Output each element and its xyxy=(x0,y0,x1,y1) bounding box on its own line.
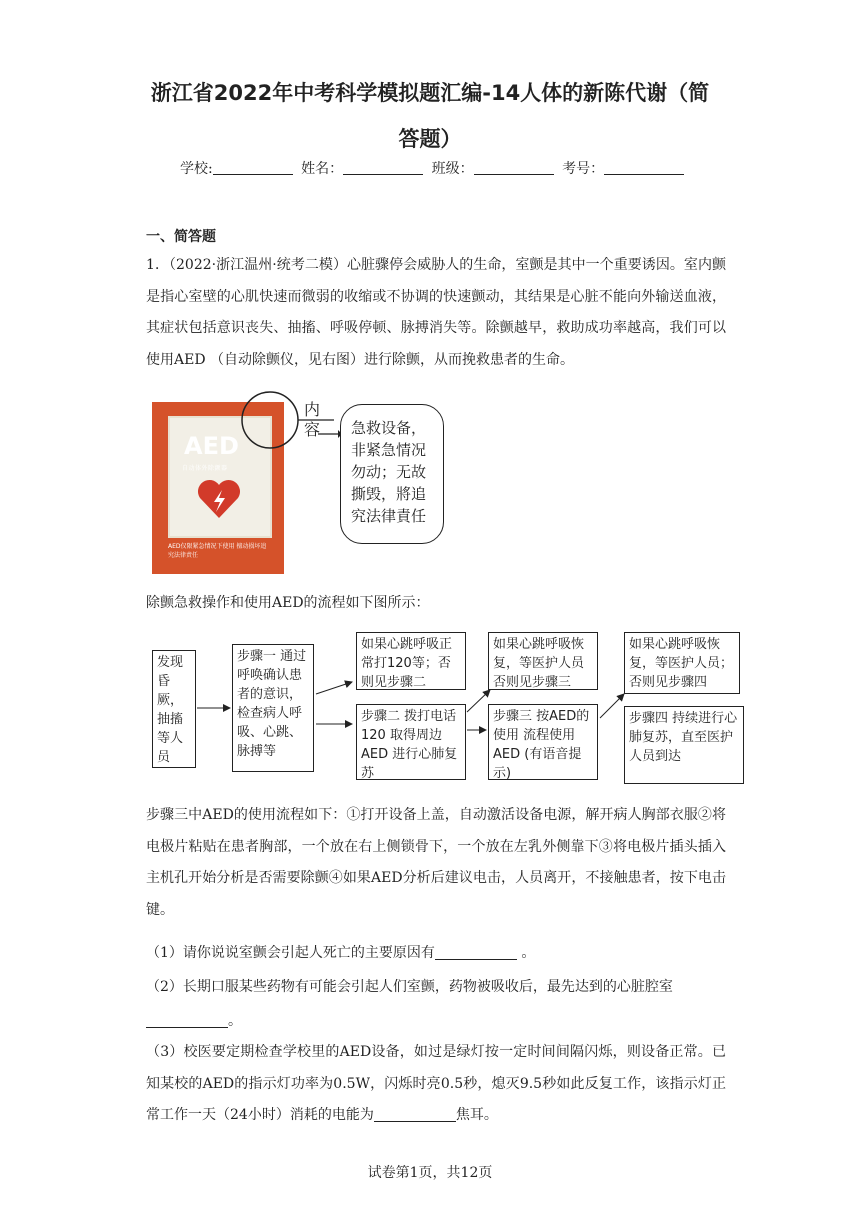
title-line-2: 答题） xyxy=(398,127,462,151)
document-title xyxy=(100,70,760,162)
question-intro: 1．（2022·浙江温州·统考二模）心脏骤停会威胁人的生命，室颤是其中一个重要诱因。室内颤是指心室壁的心肌快速而微弱的收缩或不协调的快速颤动，其结果是心脏不能向外输送血液，其症状包括意识丧失、抽搐、呼吸停顿、脉搏消失等。除颤越早，救助成功率越高，我们可以使用AED （自动除颤仪，见右图）进行除颤，从而挽救患者的生命。 xyxy=(146,257,726,368)
flow-box-recover-2: 如果心跳呼吸恢复，等医护人员；否则见步骤四 xyxy=(624,632,740,694)
class-blank[interactable] xyxy=(474,162,554,175)
sub-question-2: （2）长期口服某些药物有可能会引起人们室颤，药物被吸收后，最先达到的心脏腔室 xyxy=(146,979,673,995)
exam-no-blank[interactable] xyxy=(604,162,684,175)
q1-text: （1）请你说说室颤会引起人死亡的主要原因有 xyxy=(146,945,435,961)
q2-answer-line xyxy=(146,1010,242,1030)
exam-no-label: 考号： xyxy=(562,161,605,177)
title-line-1: 浙江省2022年中考科学模拟题汇编-14人体的新陈代谢（简 xyxy=(150,81,710,105)
warning-bubble-text: 急救设备，非紧急情况勿动；无故撕毁，將追究法律責任 xyxy=(351,419,427,525)
class-label: 班级： xyxy=(431,161,474,177)
q2-end: 。 xyxy=(228,1013,242,1029)
school-blank[interactable] xyxy=(213,162,293,175)
q1-end: 。 xyxy=(516,945,536,961)
flow-intro: 除颤急救操作和使用AED的流程如下图所示： xyxy=(146,595,430,611)
sub-question-1 xyxy=(146,942,535,962)
content-label: 内容 xyxy=(304,400,321,439)
flow-box-step3: 步骤三 按AED的使用 流程使用AED (有语音提示) xyxy=(488,704,598,780)
q3-answer-blank[interactable] xyxy=(374,1107,456,1122)
q1-answer-blank[interactable] xyxy=(435,945,517,960)
flow-box-discover: 发现昏厥，抽搐等人员 xyxy=(152,650,196,768)
aed-warning: AED仅限紧急情况下使用 擅动损坏追究法律责任 xyxy=(168,543,267,559)
aed-subtitle: 自动体外除颤器 xyxy=(182,465,228,472)
step3-description: 步骤三中AED的使用流程如下：①打开设备上盖，自动激活设备电源，解开病人胸部衣服②将电极片粘贴在患者胸部，一个放在右上侧锁骨下，一个放在左乳外侧靠下③将电极片插头插入主机孔开始分析是否需要除颤④如果AED分析后建议电击，人员离开，不接触患者，按下电击键。 xyxy=(146,807,726,918)
page-footer: 试卷第1页，共12页 xyxy=(367,1165,493,1181)
flow-box-recover-1: 如果心跳呼吸恢复，等医护人员 否则见步骤三 xyxy=(488,632,598,690)
name-blank[interactable] xyxy=(343,162,423,175)
q3-end: 焦耳。 xyxy=(455,1107,498,1123)
aed-logo: AED xyxy=(184,432,239,460)
flow-box-step4: 步骤四 持续进行心肺复苏，直至医护人员到达 xyxy=(624,706,744,784)
sub-question-3 xyxy=(146,1037,726,1132)
name-label: 姓名： xyxy=(301,161,344,177)
q2-answer-blank[interactable] xyxy=(146,1013,228,1028)
q3-text: （3）校医要定期检查学校里的AED设备，如过是绿灯按一定时间间隔闪烁，则设备正常。已知某校的AED的指示灯功率为0.5W，闪烁时亮0.5秒，熄灭9.5秒如此反复工作，该指示灯正常工作一天（24小时）消耗的电能为 xyxy=(146,1044,726,1123)
warning-bubble xyxy=(340,404,444,544)
flow-box-normal: 如果心跳呼吸正常打120等；否则见步骤二 xyxy=(356,632,466,690)
school-label: 学校: xyxy=(180,161,213,177)
flow-box-step2: 步骤二 拨打电话120 取得周边AED 进行心肺复苏 xyxy=(356,704,466,780)
student-info xyxy=(180,158,688,178)
flow-box-step1: 步骤一 通过呼唤确认患者的意识，检查病人呼吸、心跳、脉搏等 xyxy=(232,644,314,772)
section-heading: 一、简答题 xyxy=(146,229,216,245)
